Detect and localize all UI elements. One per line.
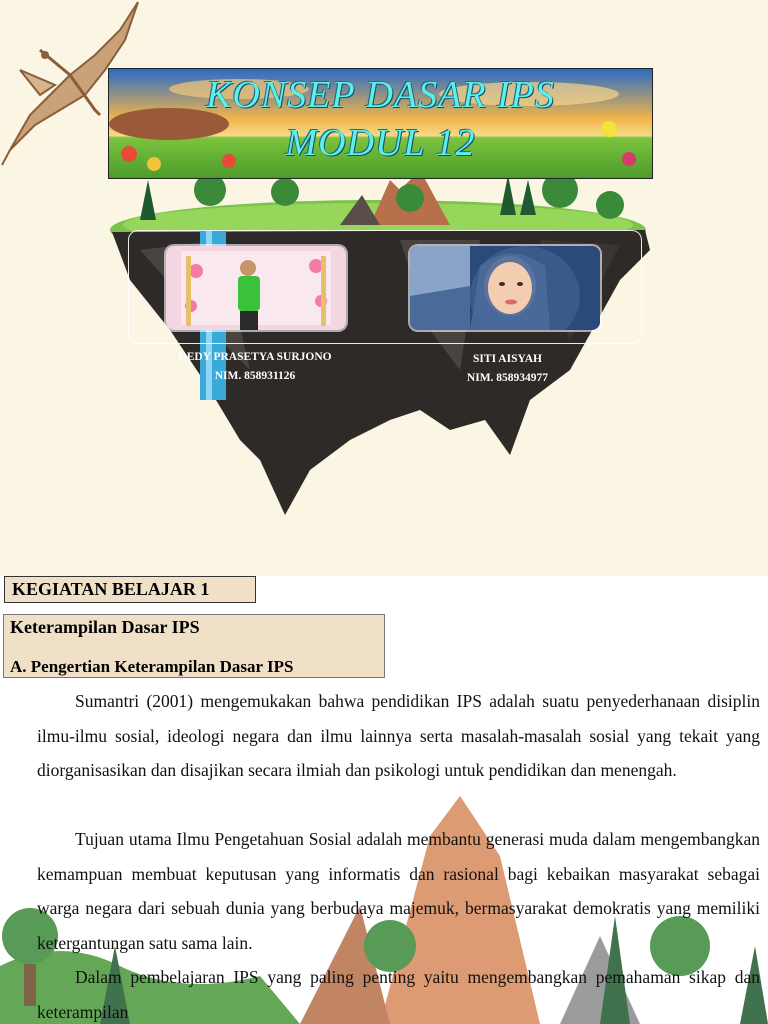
slide-title-line-1: KONSEP DASAR IPS — [206, 74, 555, 116]
person-photo-image — [410, 246, 600, 330]
paragraph-3 — [37, 960, 760, 1024]
paragraph-1 — [37, 684, 760, 788]
document-page — [0, 576, 768, 1024]
section-heading-box — [3, 614, 385, 678]
paragraph-3-text: Dalam pembelajaran IPS yang paling penting yaitu mengembangkan pemahaman sikap dan keterampilan — [37, 967, 760, 1022]
section-title: Keterampilan Dasar IPS — [10, 617, 200, 637]
author-2-nim: NIM. 858934977 — [466, 372, 549, 384]
subsection-title: A. Pengertian Keterampilan Dasar IPS — [10, 657, 294, 676]
paragraph-1-text: Sumantri (2001) mengemukakan bahwa pendidikan IPS adalah suatu penyederhanaan disiplin ilmu-ilmu sosial, ideologi negara dan ilmu lainnya serta masalah-masalah sosial yang tekait yang diorganisasikan dan disajikan secara ilmiah dan psikologi untuk pendidikan dan menengah. — [37, 691, 760, 780]
title-banner — [108, 68, 653, 179]
author-2 — [420, 350, 595, 388]
author-1-nim: NIM. 858931126 — [214, 370, 296, 382]
kegiatan-heading: KEGIATAN BELAJAR 1 — [4, 576, 256, 603]
author-2-name: SITI AISYAH — [473, 353, 542, 365]
author-1 — [160, 348, 350, 386]
author-1-name: DEDY PRASETYA SURJONO — [178, 351, 332, 363]
slide-title-line-2: MODUL 12 — [285, 122, 476, 164]
paragraph-2 — [37, 822, 760, 960]
paragraph-2-text: Tujuan utama Ilmu Pengetahuan Sosial adalah membantu generasi muda dalam mengembangkan kemampuan membuat keputusan yang informatis dan rasional bagi kebaikan masyarakat sebagai warga negara dari sebuah dunia yang berbudaya majemuk, bermasyarakat demokratis yang memiliki ketergantungan satu sama lain. — [37, 829, 760, 953]
author-photo-2 — [410, 246, 600, 330]
person-photo-image — [166, 246, 346, 330]
author-photo-1 — [166, 246, 346, 330]
